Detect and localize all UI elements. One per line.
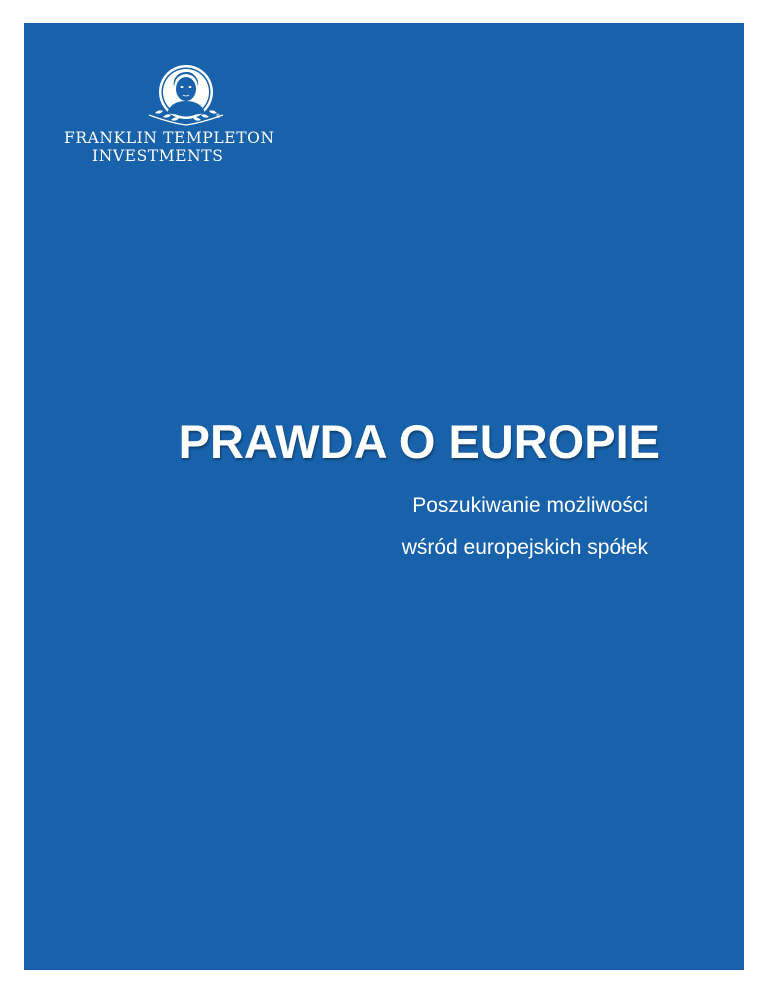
brand-line-2: INVESTMENTS <box>92 147 224 165</box>
cover-subtitle <box>402 485 648 569</box>
cover-page <box>24 23 744 970</box>
subtitle-line-2: wśród europejskich spółek <box>401 536 648 559</box>
registered-mark: ® <box>215 113 221 120</box>
brand-name <box>64 129 294 165</box>
brand-line-1: FRANKLIN TEMPLETON <box>64 129 275 147</box>
franklin-templeton-logo <box>64 63 294 163</box>
benjamin-franklin-portrait-icon <box>141 63 231 127</box>
cover-title: PRAWDA O EUROPIE <box>178 415 660 468</box>
subtitle-line-1: Poszukiwanie możliwości <box>412 494 648 517</box>
